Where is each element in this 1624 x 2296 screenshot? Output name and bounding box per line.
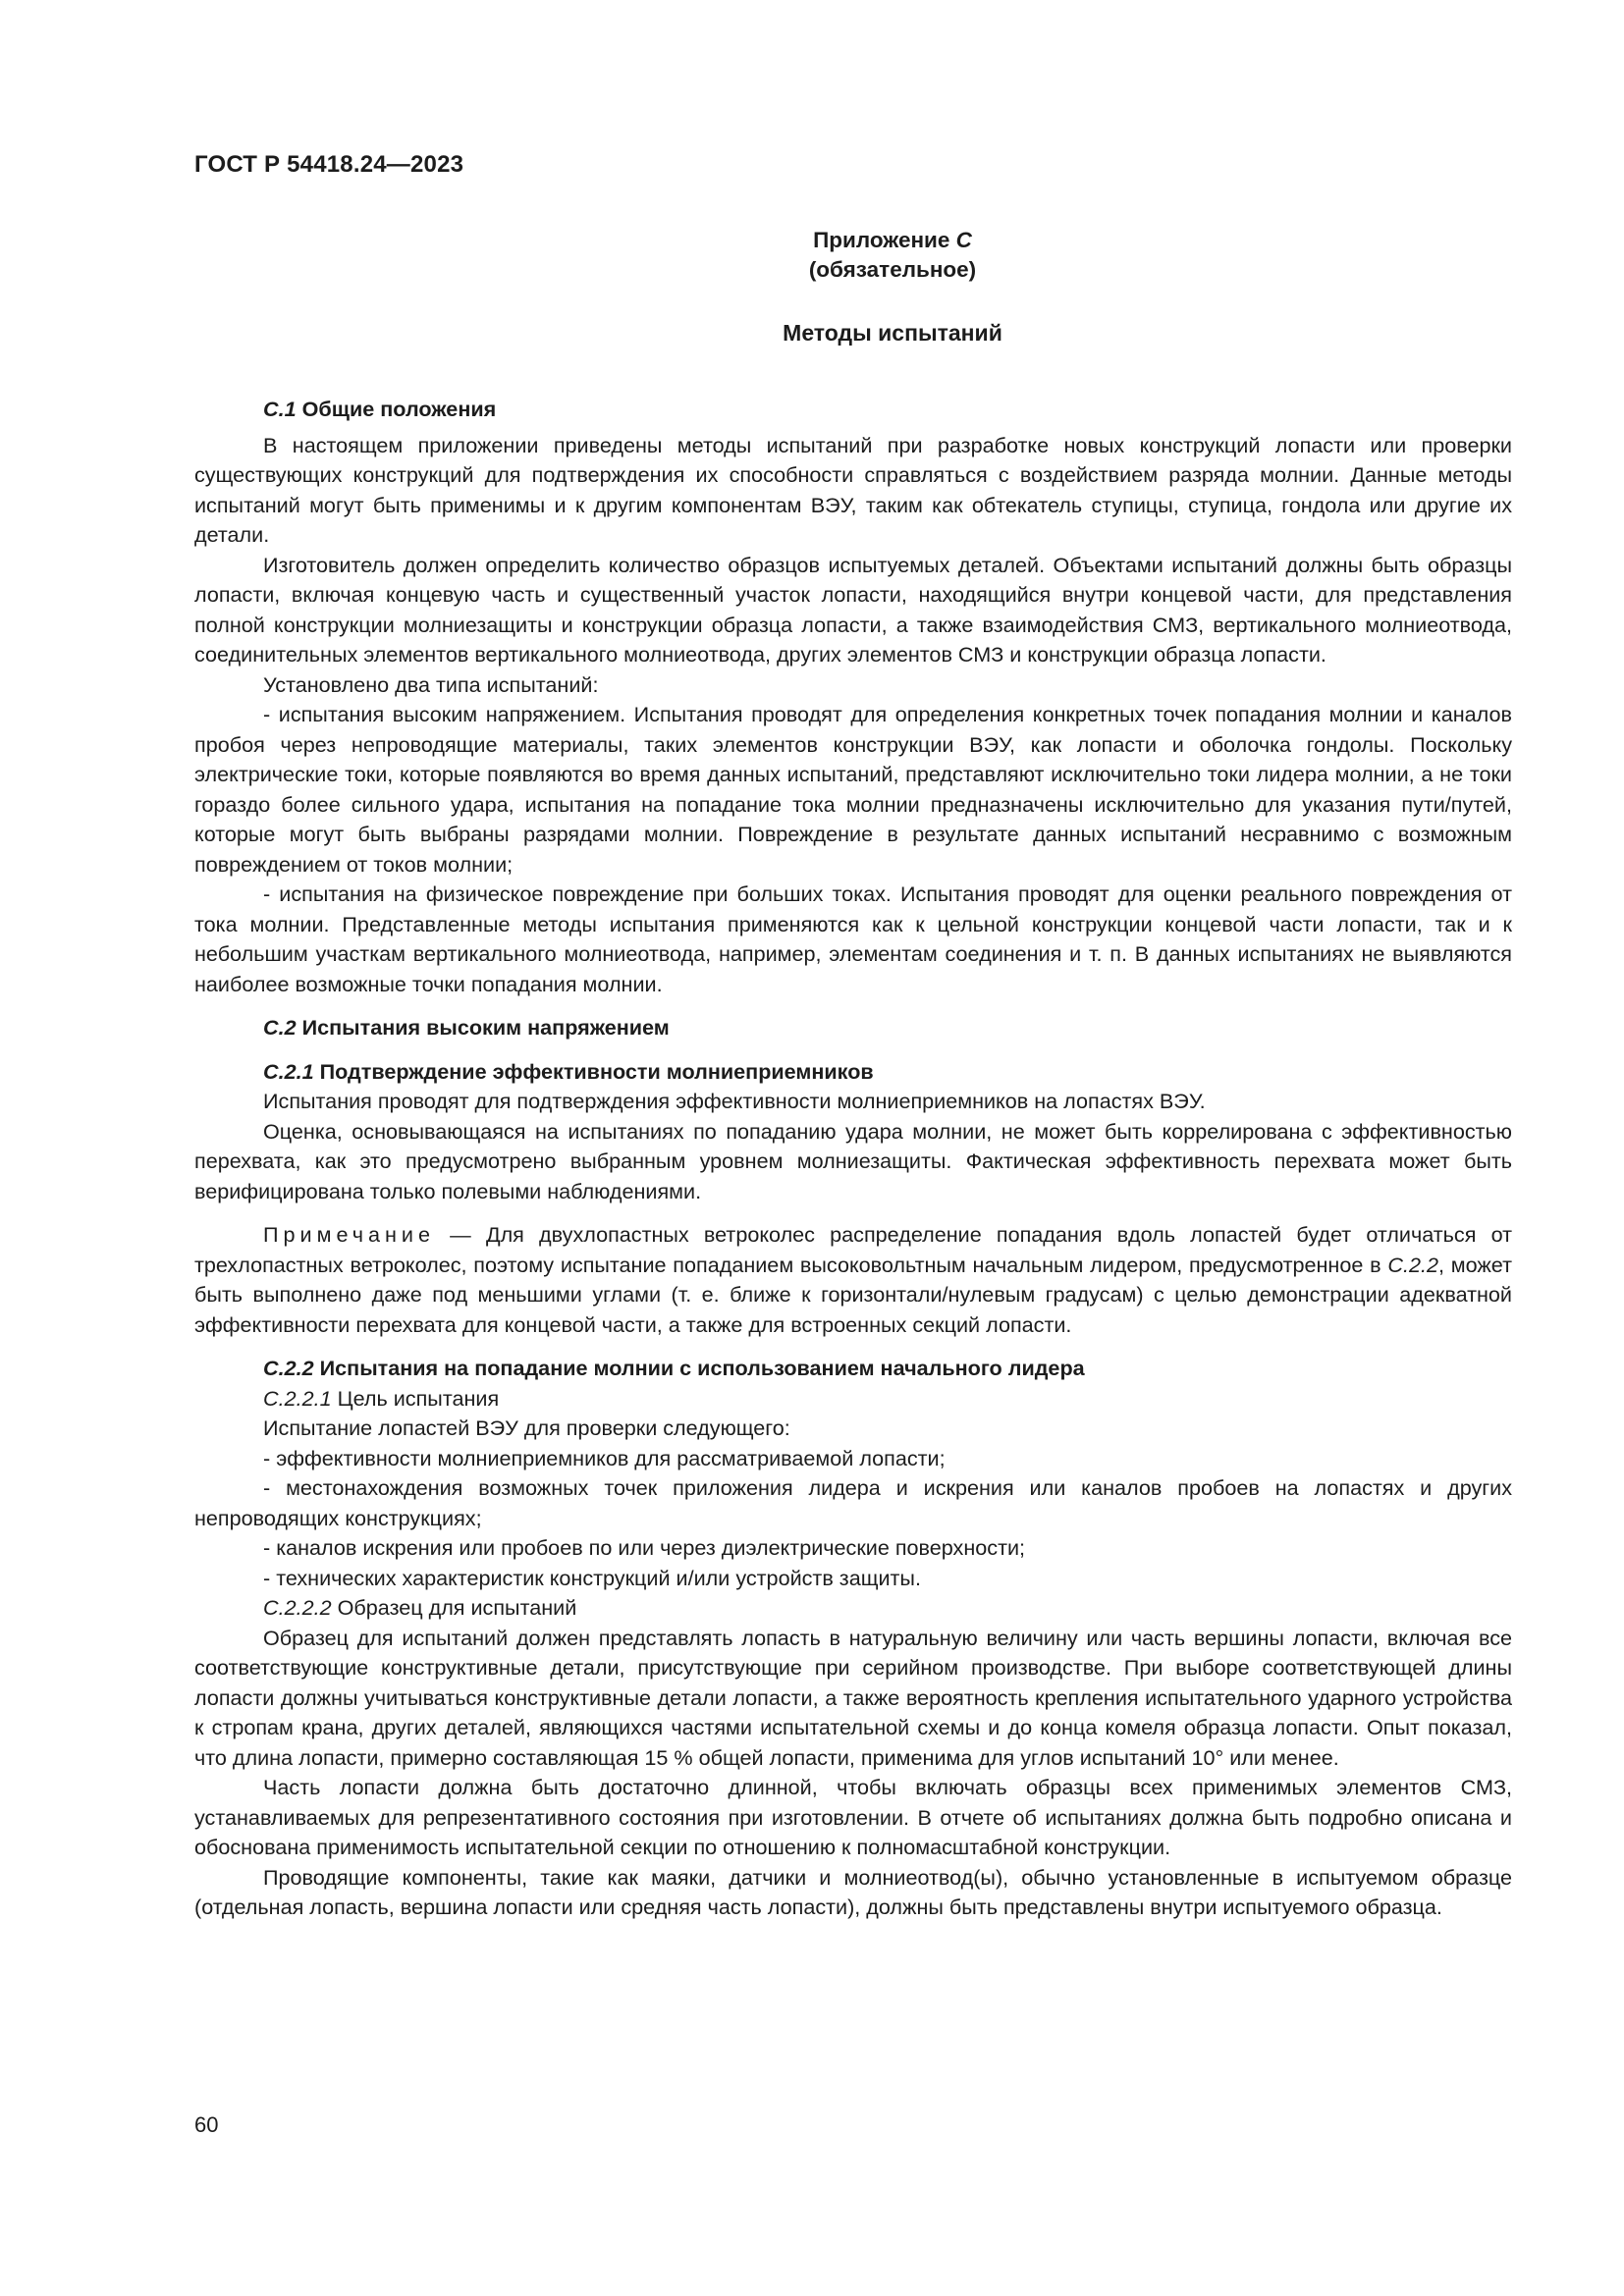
section-heading-c2 [194,1013,1512,1043]
appendix-letter: C [955,228,972,252]
section-title: Общие положения [296,397,497,421]
list-item: - технических характеристик конструкций и/или устройств защиты. [263,1565,921,1590]
list-item: - испытания на физическое повреждение при больших токах. Испытания проводят для оценки реального повреждения от тока молнии. Представленные методы испытания применяются как к цельной конструкции концевой части лопасти, так и к небольшим участкам вертикального молниеотвода, например, элементам соединения и т. п. В данных испытаниях не выявляются наиболее возможные точки попадания молнии. [194,881,1512,996]
subsection-heading-c221 [194,1384,1512,1415]
appendix-title: Методы испытаний [783,320,1002,346]
section-heading-c22 [194,1354,1512,1384]
section-title: Испытания высоким напряжением [296,1015,670,1040]
subsection-title: Образец для испытаний [331,1595,577,1620]
paragraph: Образец для испытаний должен представлять лопасть в натуральную величину или часть вершины лопасти, включая все соответствующие конструктивные детали, присутствующие при серийном производстве. При выборе соответствующей длины лопасти должны учитываться конструктивные детали лопасти, а также вероятность крепления испытательного ударного устройства к стропам крана, других деталей, являющихся частями испытательной схемы и до конца комеля образца лопасти. Опыт показал, что длина лопасти, примерно составляющая 15 % общей лопасти, применима для углов испытаний 10° или менее. [194,1625,1512,1770]
section-number: С.2.2 [263,1356,314,1380]
paragraph: Часть лопасти должна быть достаточно длинной, чтобы включать образцы всех применимых элементов СМЗ, устанавливаемых для репрезентативного состояния при изготовлении. В отчете об испытаниях должна быть подробно описана и обоснована применимость испытательной секции по отношению к полномасштабной конструкции. [194,1775,1512,1859]
paragraph: В настоящем приложении приведены методы испытаний при разработке новых конструкций лопасти или проверки существующих конструкций для подтверждения их способности справляться с воздействием разряда молнии. Данные методы испытаний могут быть применимы и к другим компонентам ВЭУ, таким как обтекатель ступицы, ступица, гондола или другие их детали. [194,432,1512,547]
subsection-heading-c222 [194,1593,1512,1624]
section-number: С.2.1 [263,1058,314,1084]
list-item: - испытания высоким напряжением. Испытания проводят для определения конкретных точек попадания молнии и каналов пробоя через непроводящие материалы, таких элементов конструкции ВЭУ, как лопасти и оболочка гондолы. Поскольку электрические токи, которые появляются во время данных испытаний, представляют исключительно токи лидера молнии, а не токи гораздо более сильного удара, испытания на попадание тока молнии предназначены исключительно для указания пути/путей, которые могут быть выбраны разрядами молнии. Повреждение в результате данных испытаний несравнимо с возможным повреждением от токов молнии; [194,702,1512,877]
list-item: - эффективности молниеприемников для рассматриваемой лопасти; [263,1445,946,1470]
note-label: Примечание [263,1222,435,1247]
section-title: Испытания на попадание молнии с использованием начального лидера [313,1356,1085,1380]
paragraph: Установлено два типа испытаний: [263,671,599,697]
note-text: — Для двухлопастных ветроколес распределение попадания вдоль лопастей будет отличаться от трехлопастных ветроколес, поэтому испытание попаданием высоковольтным начальным лидером, предусмотренное в [194,1222,1512,1277]
subsection-title: Цель испытания [331,1385,500,1411]
section-number: С.1 [263,397,297,421]
paragraph: Изготовитель должен определить количество образцов испытуемых деталей. Объектами испытаний должны быть образцы лопасти, включая концевую часть и существенный участок лопасти, находящийся внутри концевой части, для представления полной конструкции молниезащиты и конструкции образца лопасти, а также взаимодействия СМЗ, вертикального молниеотвода, соединительных элементов вертикального молниеотвода, других элементов СМЗ и конструкции образца лопасти. [194,552,1512,667]
subsection-number: С.2.2.2 [263,1595,332,1620]
paragraph: Испытания проводят для подтверждения эффективности молниеприемников на лопастях ВЭУ. [263,1089,1206,1113]
section-title: Подтверждение эффективности молниеприемников [313,1058,874,1084]
subsection-number: С.2.2.1 [263,1385,332,1411]
page-number: 60 [194,2112,219,2137]
paragraph: Испытание лопастей ВЭУ для проверки следующего: [263,1415,790,1440]
appendix-status: (обязательное) [808,257,977,282]
section-number: С.2 [263,1015,297,1040]
note-text: , может быть выполнено даже под меньшими углами (т. е. ближе к горизонтали/нулевым градусам) с целью демонстрации адекватной эффективности перехвата для концевой части, а также для встроенных секций лопасти. [194,1252,1512,1337]
section-heading-c21 [194,1057,1512,1088]
note [194,1220,1512,1340]
list-item: - каналов искрения или пробоев по или через диэлектрические поверхности; [263,1535,1026,1560]
document-header: ГОСТ Р 54418.24—2023 [194,151,464,178]
document-body [194,395,1512,1923]
appendix-label-prefix: Приложение [813,228,956,252]
section-heading-c1 [194,395,1512,425]
paragraph: Проводящие компоненты, такие как маяки, датчики и молниеотвод(ы), обычно установленные в испытуемом образце (отдельная лопасть, вершина лопасти или средняя часть лопасти), должны быть представлены внутри испытуемого образца. [194,1864,1512,1919]
appendix-label [273,226,1512,255]
paragraph: Оценка, основывающаяся на испытаниях по попаданию удара молнии, не может быть коррелирована с эффективностью перехвата, как это предусмотрено выбранным уровнем молниезащиты. Фактическая эффективность перехвата может быть верифицирована только полевыми наблюдениями. [194,1118,1512,1203]
appendix-heading [194,226,1512,285]
list-item: - местонахождения возможных точек приложения лидера и искрения или каналов пробоев на лопастях и других непроводящих конструкциях; [194,1475,1512,1530]
note-reference: С.2.2 [1387,1252,1438,1277]
